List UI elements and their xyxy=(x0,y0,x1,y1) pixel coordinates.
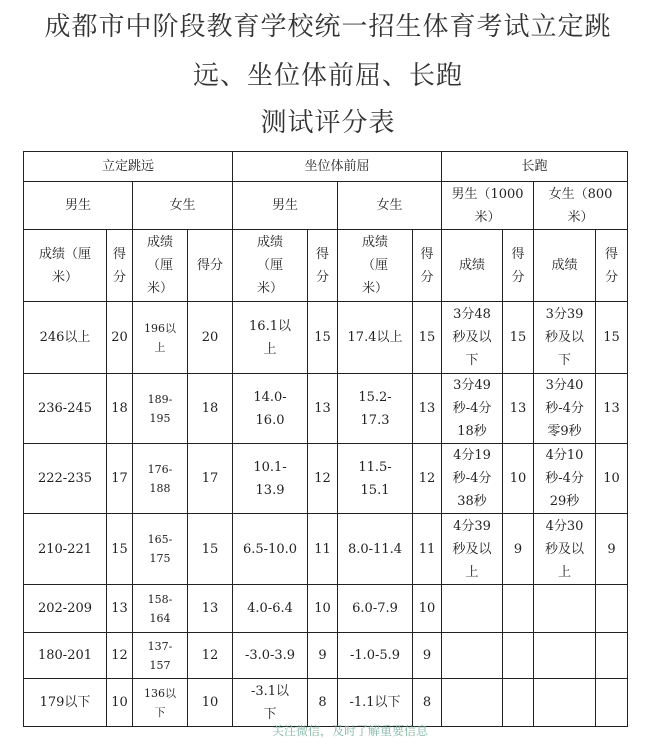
col-header-run-male-score: 成绩 xyxy=(442,230,503,302)
table-cell: 4分30 秒及以 上 xyxy=(534,514,596,585)
gender-jump-male: 男生 xyxy=(24,182,133,230)
gender-header-row xyxy=(24,182,628,230)
table-cell: 12 xyxy=(188,633,233,679)
table-cell xyxy=(503,633,534,679)
table-cell: 16.1以 上 xyxy=(233,302,308,374)
table-cell: -1.0-5.9 xyxy=(338,633,413,679)
table-cell: 20 xyxy=(107,302,133,374)
table-cell xyxy=(596,585,628,633)
col-header-sit-male-points: 得 分 xyxy=(308,230,338,302)
table-cell: 176- 188 xyxy=(133,444,188,514)
table-cell: 3分49 秒-4分 18秒 xyxy=(442,374,503,444)
footer-note: 关注微信，及时了解重要信息 xyxy=(271,724,428,738)
table-cell: -3.0-3.9 xyxy=(233,633,308,679)
table-cell: 15.2- 17.3 xyxy=(338,374,413,444)
table-cell: 18 xyxy=(107,374,133,444)
table-cell: 210-221 xyxy=(24,514,107,585)
table-cell: 13 xyxy=(503,374,534,444)
table-cell: 202-209 xyxy=(24,585,107,633)
table-cell: 13 xyxy=(308,374,338,444)
table-cell xyxy=(442,679,503,727)
col-header-jump-male-points: 得 分 xyxy=(107,230,133,302)
table-cell: 10 xyxy=(107,679,133,727)
table-cell: 3分39 秒及以 下 xyxy=(534,302,596,374)
table-cell: 15 xyxy=(503,302,534,374)
table-cell xyxy=(442,633,503,679)
table-cell: 4分39 秒及以 上 xyxy=(442,514,503,585)
table-cell: 4分10 秒-4分 29秒 xyxy=(534,444,596,514)
page-title-line-2: 远、坐位体前屈、长跑 xyxy=(192,61,463,91)
table-cell: 10 xyxy=(188,679,233,727)
table-row xyxy=(24,585,628,633)
col-header-sit-male-score: 成绩 （厘 米） xyxy=(233,230,308,302)
table-cell: 17.4以上 xyxy=(338,302,413,374)
table-cell: 158- 164 xyxy=(133,585,188,633)
table-cell: -1.1以下 xyxy=(338,679,413,727)
table-cell: 9 xyxy=(308,633,338,679)
table-cell: 15 xyxy=(188,514,233,585)
table-cell xyxy=(534,633,596,679)
group-header-sit: 坐位体前屈 xyxy=(233,152,442,182)
table-cell: 9 xyxy=(596,514,628,585)
table-cell: 180-201 xyxy=(24,633,107,679)
column-header-row xyxy=(24,230,628,302)
table-cell: 137- 157 xyxy=(133,633,188,679)
table-cell: -3.1以 下 xyxy=(233,679,308,727)
table-cell: 136以 下 xyxy=(133,679,188,727)
score-table xyxy=(23,151,628,727)
table-cell xyxy=(442,585,503,633)
table-cell: 246以上 xyxy=(24,302,107,374)
table-cell: 179以下 xyxy=(24,679,107,727)
table-cell: 15 xyxy=(413,302,442,374)
page-subtitle: 测试评分表 xyxy=(260,108,396,138)
table-row xyxy=(24,679,628,727)
table-cell: 6.0-7.9 xyxy=(338,585,413,633)
col-header-run-female-score: 成绩 xyxy=(534,230,596,302)
table-row xyxy=(24,514,628,585)
table-cell: 4分19 秒-4分 38秒 xyxy=(442,444,503,514)
table-cell: 8.0-11.4 xyxy=(338,514,413,585)
table-cell: 13 xyxy=(413,374,442,444)
table-cell: 189- 195 xyxy=(133,374,188,444)
table-cell: 13 xyxy=(596,374,628,444)
table-cell: 15 xyxy=(107,514,133,585)
table-cell: 15 xyxy=(308,302,338,374)
table-row xyxy=(24,633,628,679)
table-row xyxy=(24,302,628,374)
table-cell: 3分40 秒-4分 零9秒 xyxy=(534,374,596,444)
table-row xyxy=(24,444,628,514)
table-cell: 11.5- 15.1 xyxy=(338,444,413,514)
table-cell: 8 xyxy=(413,679,442,727)
table-cell: 222-235 xyxy=(24,444,107,514)
table-cell: 15 xyxy=(596,302,628,374)
table-cell: 9 xyxy=(503,514,534,585)
table-cell: 9 xyxy=(413,633,442,679)
gender-sit-male: 男生 xyxy=(233,182,338,230)
table-cell: 3分48 秒及以 下 xyxy=(442,302,503,374)
table-cell: 12 xyxy=(308,444,338,514)
table-cell: 10.1- 13.9 xyxy=(233,444,308,514)
table-cell: 10 xyxy=(596,444,628,514)
table-cell: 17 xyxy=(188,444,233,514)
table-cell: 13 xyxy=(188,585,233,633)
col-header-jump-female-score: 成绩 （厘 米） xyxy=(133,230,188,302)
gender-jump-female: 女生 xyxy=(133,182,233,230)
group-header-run: 长跑 xyxy=(442,152,628,182)
table-cell: 12 xyxy=(413,444,442,514)
col-header-jump-male-score: 成绩（厘 米） xyxy=(24,230,107,302)
table-cell: 20 xyxy=(188,302,233,374)
table-cell xyxy=(596,679,628,727)
table-cell xyxy=(503,679,534,727)
table-cell: 8 xyxy=(308,679,338,727)
gender-run-male: 男生（1000 米） xyxy=(442,182,534,230)
table-cell: 4.0-6.4 xyxy=(233,585,308,633)
table-cell: 11 xyxy=(308,514,338,585)
table-cell: 12 xyxy=(107,633,133,679)
col-header-run-female-points: 得 分 xyxy=(596,230,628,302)
table-cell: 236-245 xyxy=(24,374,107,444)
group-header-row xyxy=(24,152,628,182)
table-cell xyxy=(503,585,534,633)
col-header-run-male-points: 得 分 xyxy=(503,230,534,302)
page-title-line-1: 成都市中阶段教育学校统一招生体育考试立定跳 xyxy=(44,12,612,42)
table-cell xyxy=(534,585,596,633)
col-header-jump-female-points: 得分 xyxy=(188,230,233,302)
table-cell: 14.0- 16.0 xyxy=(233,374,308,444)
table-cell: 11 xyxy=(413,514,442,585)
table-cell: 165- 175 xyxy=(133,514,188,585)
col-header-sit-female-score: 成绩 （厘 米） xyxy=(338,230,413,302)
table-cell: 17 xyxy=(107,444,133,514)
table-cell: 6.5-10.0 xyxy=(233,514,308,585)
col-header-sit-female-points: 得 分 xyxy=(413,230,442,302)
gender-run-female: 女生（800 米） xyxy=(534,182,628,230)
table-cell: 13 xyxy=(107,585,133,633)
table-cell: 196以 上 xyxy=(133,302,188,374)
table-body xyxy=(24,302,628,727)
table-cell xyxy=(596,633,628,679)
group-header-jump: 立定跳远 xyxy=(24,152,233,182)
table-cell: 10 xyxy=(308,585,338,633)
table-cell xyxy=(534,679,596,727)
table-cell: 18 xyxy=(188,374,233,444)
gender-sit-female: 女生 xyxy=(338,182,442,230)
table-row xyxy=(24,374,628,444)
table-cell: 10 xyxy=(413,585,442,633)
table-cell: 10 xyxy=(503,444,534,514)
